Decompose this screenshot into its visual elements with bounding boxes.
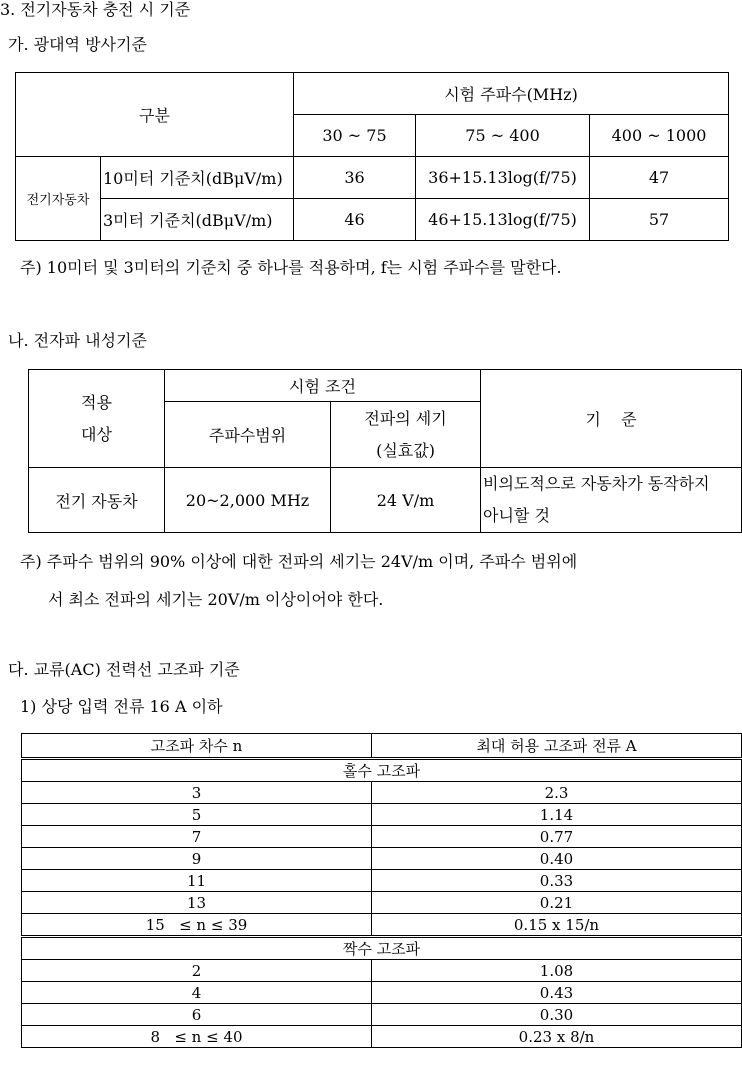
target-header-line: 적용 bbox=[81, 392, 112, 412]
cell-value: 57 bbox=[590, 199, 729, 241]
freq-range-cell: 20~2,000 MHz bbox=[165, 468, 331, 533]
target-header bbox=[29, 370, 165, 468]
cell-value: 47 bbox=[590, 157, 729, 199]
section-c-subtitle: 1) 상당 입력 전류 16 A 이하 bbox=[20, 697, 223, 716]
max-current-cell: 1.08 bbox=[372, 960, 742, 982]
max-current-cell: 0.43 bbox=[372, 982, 742, 1004]
row-label: 3미터 기준치(dBμV/m) bbox=[101, 199, 294, 241]
harmonic-order-cell: 2 bbox=[22, 960, 372, 982]
row-label: 10미터 기준치(dBμV/m) bbox=[101, 157, 294, 199]
harmonics-table bbox=[21, 733, 742, 1048]
cell-value: 46+15.13log(f/75) bbox=[416, 199, 590, 241]
harmonic-order-cell: 9 bbox=[22, 848, 372, 870]
harmonic-order-cell: 15 ≤ n ≤ 39 bbox=[22, 914, 372, 937]
target-header-line: 대상 bbox=[81, 424, 112, 444]
harmonic-order-header: 고조파 차수 n bbox=[22, 734, 372, 759]
section-b-note-1: 주) 주파수 범위의 90% 이상에 대한 전파의 세기는 24V/m 이며, 주파수 범위에 bbox=[20, 552, 578, 571]
cell-value: 46 bbox=[294, 199, 416, 241]
immunity-table bbox=[28, 369, 742, 533]
max-current-cell: 0.21 bbox=[372, 892, 742, 914]
criteria-line: 아니할 것 bbox=[483, 506, 550, 525]
field-cell: 24 V/m bbox=[331, 468, 481, 533]
cell-value: 36 bbox=[294, 157, 416, 199]
criteria-header: 기 준 bbox=[481, 370, 742, 468]
harmonic-order-cell: 4 bbox=[22, 982, 372, 1004]
harmonic-order-cell: 7 bbox=[22, 826, 372, 848]
max-current-cell: 1.14 bbox=[372, 804, 742, 826]
cell-value: 36+15.13log(f/75) bbox=[416, 157, 590, 199]
section-c-title: 다. 교류(AC) 전력선 고조파 기준 bbox=[8, 660, 240, 679]
section-a-title: 가. 광대역 방사기준 bbox=[8, 35, 147, 54]
max-current-cell: 2.3 bbox=[372, 782, 742, 804]
odd-harmonics-label: 홀수 고조파 bbox=[22, 759, 742, 782]
max-current-cell: 0.23 x 8/n bbox=[372, 1026, 742, 1048]
group-label: 전기자동차 bbox=[16, 157, 101, 241]
harmonic-order-cell: 8 ≤ n ≤ 40 bbox=[22, 1026, 372, 1048]
freq-header: 시험 주파수(MHz) bbox=[294, 73, 729, 115]
range-header: 30 ~ 75 bbox=[294, 115, 416, 157]
target-cell: 전기 자동차 bbox=[29, 468, 165, 533]
harmonic-order-cell: 11 bbox=[22, 870, 372, 892]
criteria-line: 비의도적으로 자동차가 동작하지 bbox=[483, 474, 710, 493]
max-current-cell: 0.40 bbox=[372, 848, 742, 870]
even-harmonics-label: 짝수 고조파 bbox=[22, 937, 742, 960]
section-title: 3. 전기자동차 충전 시 기준 bbox=[0, 0, 191, 19]
harmonic-order-cell: 5 bbox=[22, 804, 372, 826]
max-current-cell: 0.77 bbox=[372, 826, 742, 848]
field-header-line: 전파의 세기 bbox=[364, 408, 447, 428]
radiation-table bbox=[15, 72, 729, 241]
range-header: 75 ~ 400 bbox=[416, 115, 590, 157]
section-b-note-2: 서 최소 전파의 세기는 20V/m 이상이어야 한다. bbox=[48, 590, 384, 609]
harmonic-order-cell: 3 bbox=[22, 782, 372, 804]
category-header: 구분 bbox=[16, 73, 294, 157]
max-current-cell: 0.30 bbox=[372, 1004, 742, 1026]
field-header-line: (실효값) bbox=[376, 440, 435, 460]
range-header: 400 ~ 1000 bbox=[590, 115, 729, 157]
harmonic-order-cell: 13 bbox=[22, 892, 372, 914]
condition-header: 시험 조건 bbox=[165, 370, 481, 402]
section-b-title: 나. 전자파 내성기준 bbox=[8, 331, 147, 350]
max-current-cell: 0.33 bbox=[372, 870, 742, 892]
max-current-header: 최대 허용 고조파 전류 A bbox=[372, 734, 742, 759]
harmonic-order-cell: 6 bbox=[22, 1004, 372, 1026]
max-current-cell: 0.15 x 15/n bbox=[372, 914, 742, 937]
section-a-note: 주) 10미터 및 3미터의 기준치 중 하나를 적용하며, f는 시험 주파수를 말한다. bbox=[20, 258, 562, 277]
criteria-cell bbox=[481, 468, 742, 533]
freq-range-header: 주파수범위 bbox=[165, 402, 331, 468]
field-header bbox=[331, 402, 481, 468]
